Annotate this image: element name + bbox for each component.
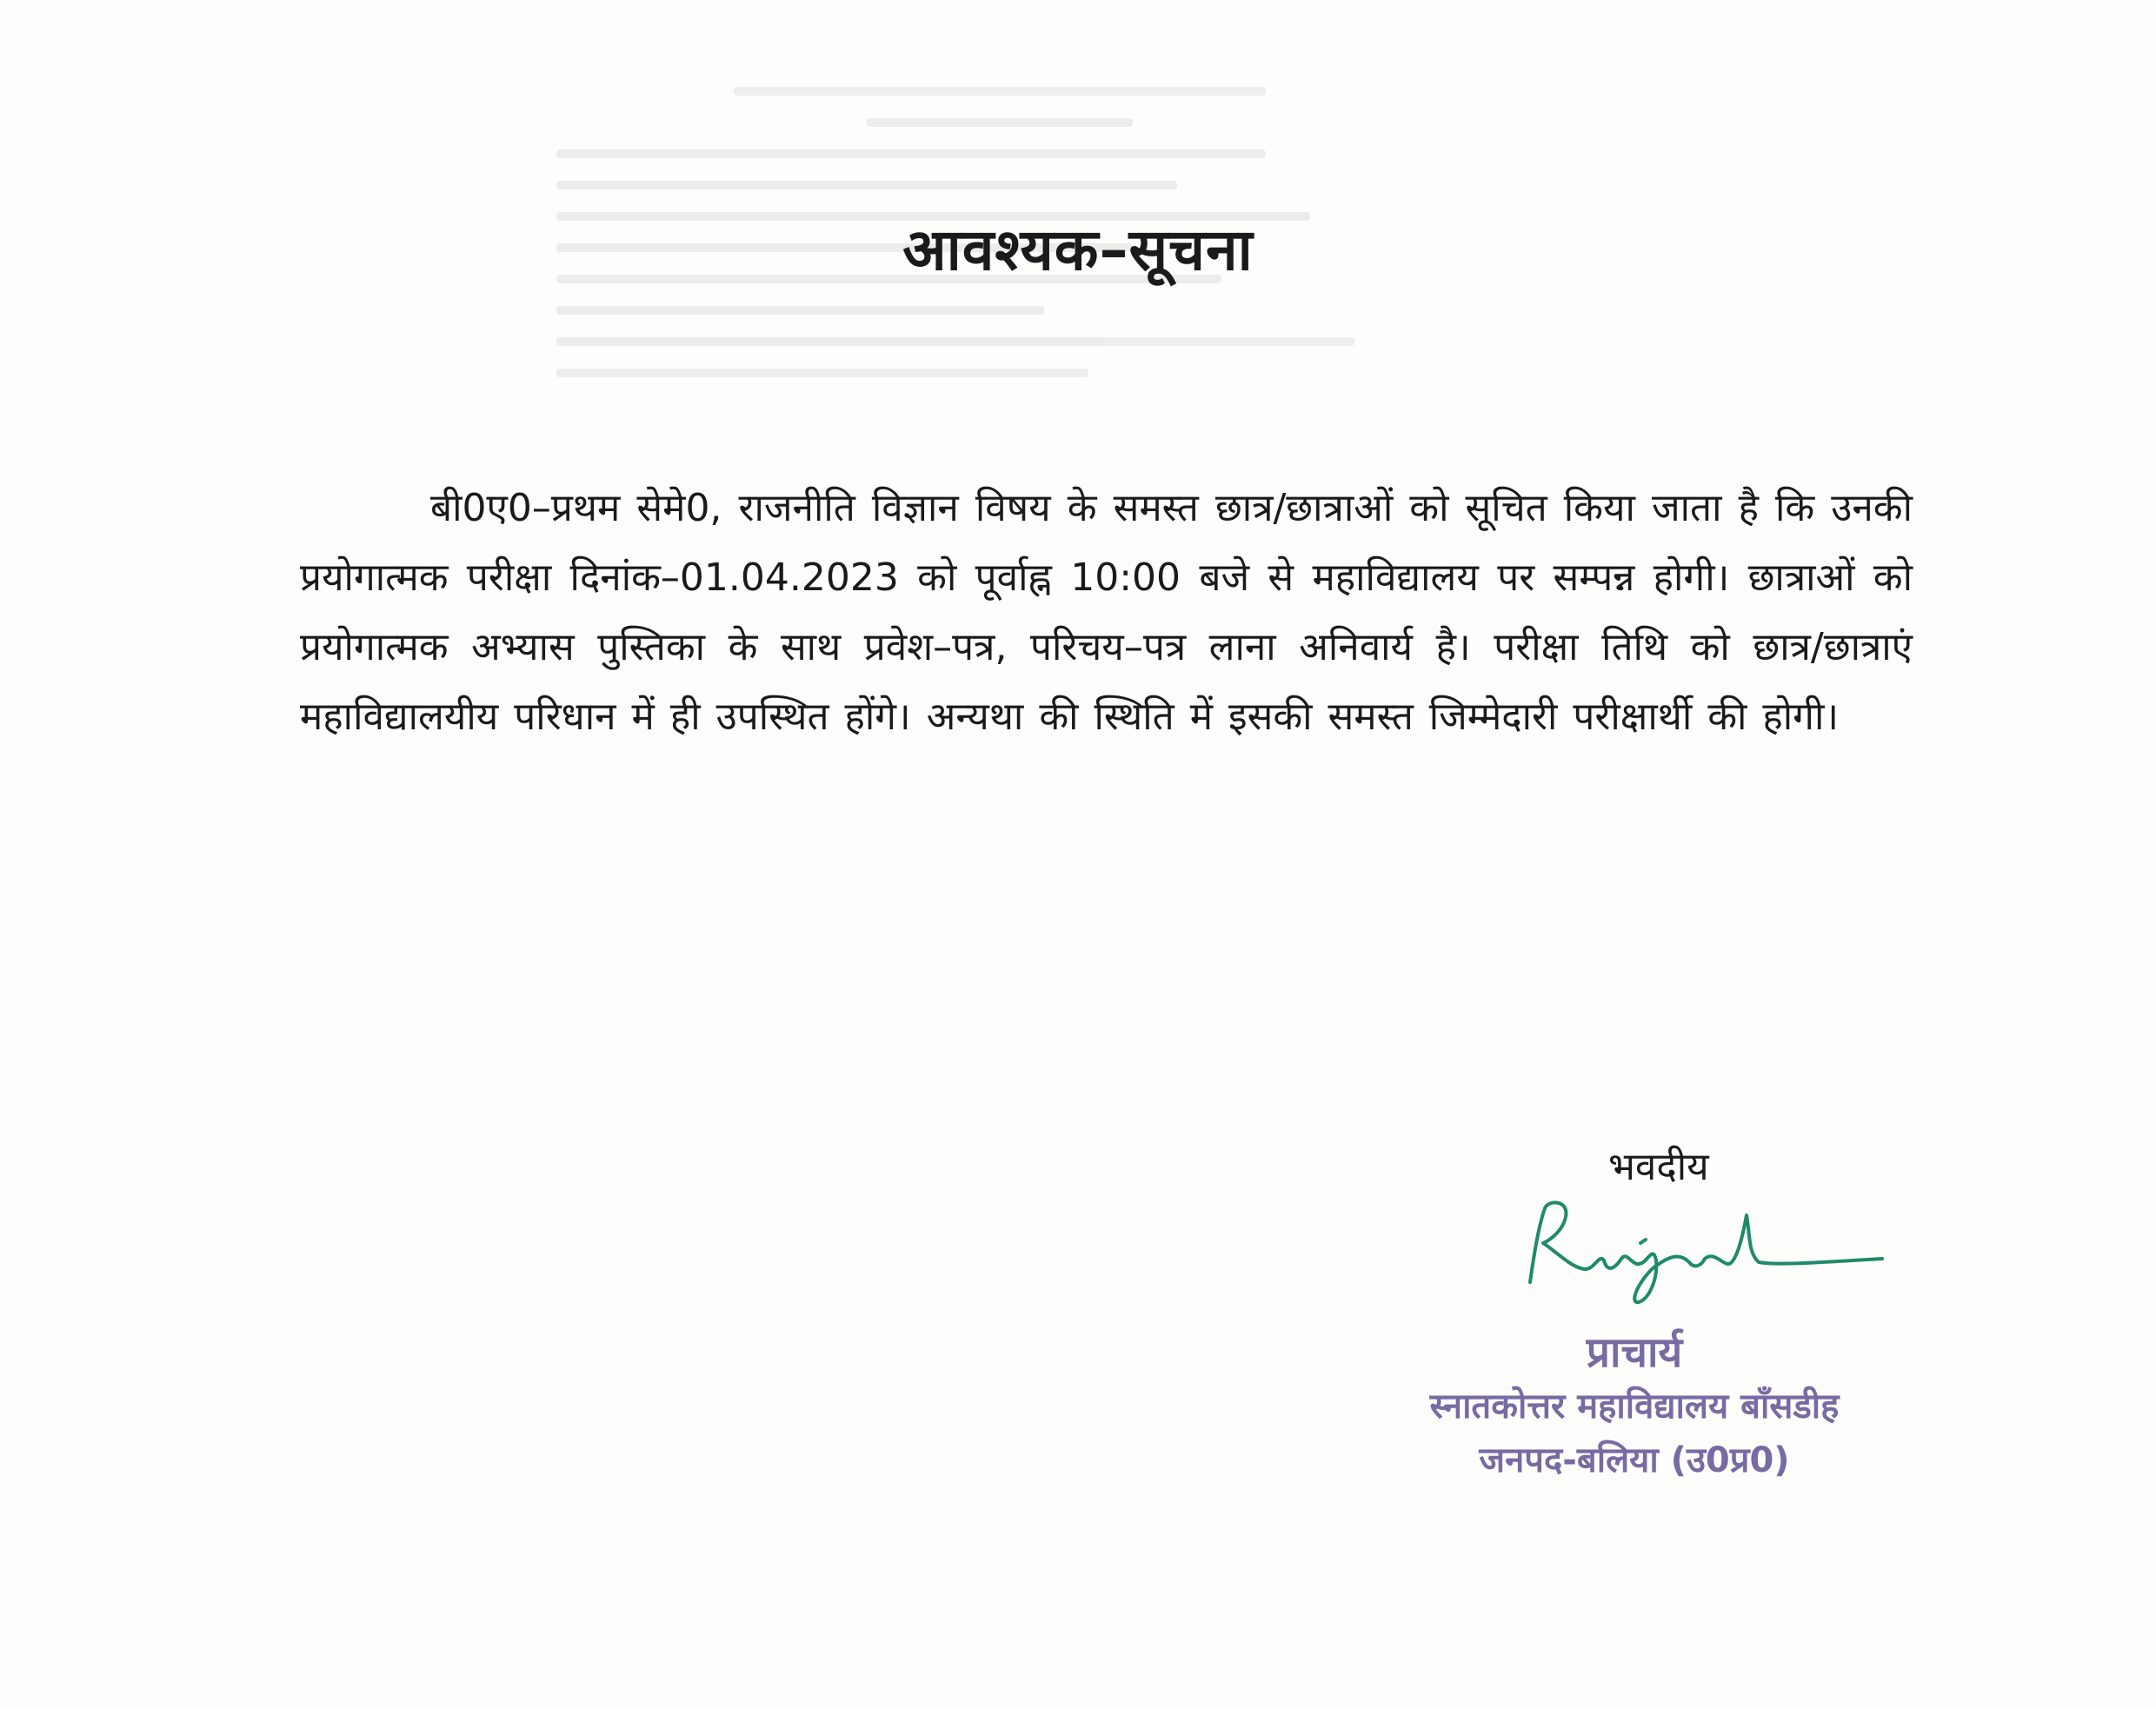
stamp-district: जनपद-बलिया (उ0प्र0) — [1479, 1440, 1790, 1480]
principal-stamp — [1356, 1326, 1913, 1487]
closing-salutation: भवदीय — [1608, 1145, 1709, 1189]
notice-body: बी0ए0–प्रथम सेमे0, राजनीति विज्ञान विषय के समस्त छात्र/छात्राओं को सूचित किया जाता है कि उनकी प्रयोगात्मक परीक्षा दिनांक–01.04.2023 को पूर्वाह्न 10:00 बजे से महाविद्यालय पर सम्पन्न होगी। छात्राओं को प्रयोगात्मक अभ्यास पुस्तिका के साथ प्रवेश–पत्र, परिचय–पत्र लाना अनिवार्य है। परीक्षा तिथि को छात्र/छात्राएं महाविद्यालयीय परिधान में ही उपस्थित होंगे। अन्यथा की स्थिति में इसकी समस्त जिम्मेदारी परीक्षार्थी की होगी। — [300, 486, 1913, 739]
stamp-designation: प्राचार्य — [1586, 1328, 1683, 1377]
stamp-college-name: स्नातकोत्तर महाविद्यालय बाँसडीह — [1429, 1386, 1840, 1426]
handwritten-signature — [1508, 1182, 1891, 1313]
notice-title: आवश्यक–सूचना — [902, 216, 1254, 283]
